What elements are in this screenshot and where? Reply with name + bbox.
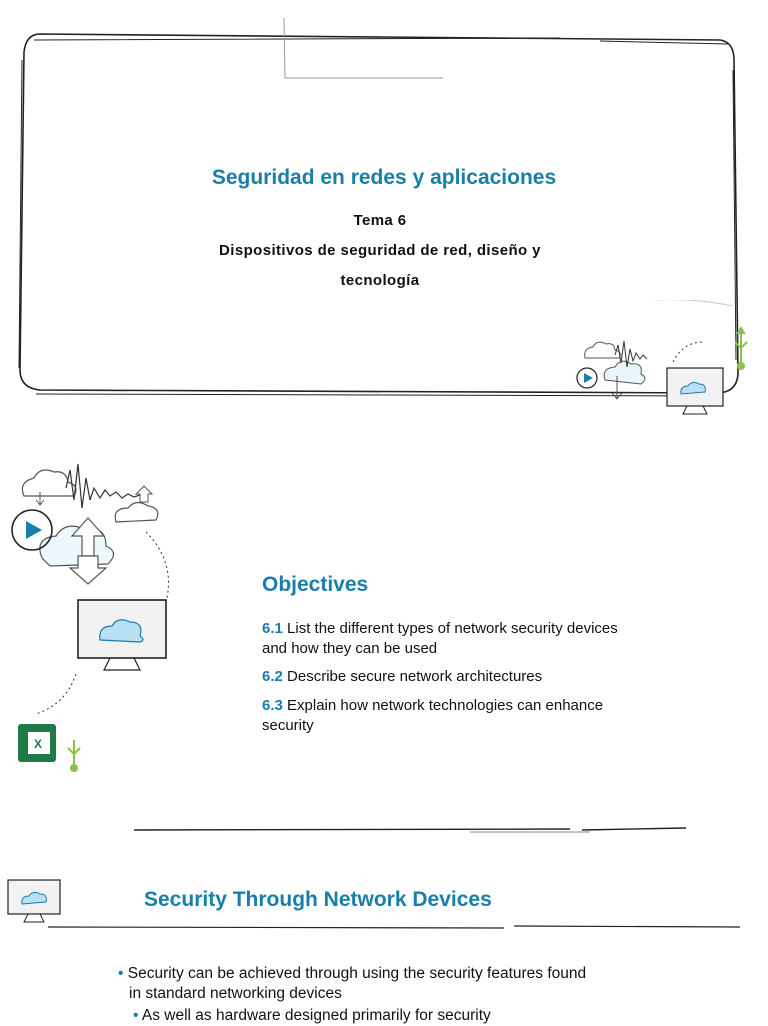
- sub-bullet-item: [133, 1006, 633, 1026]
- network-sketch-small: [565, 300, 765, 420]
- subtitle-line-2: tecnología: [340, 272, 420, 289]
- monitor-cloud-icon: [78, 600, 166, 670]
- objective-text: Describe secure network architectures: [287, 668, 543, 685]
- subtitle-line-1: Dispositivos de seguridad de red, diseño y: [219, 242, 541, 259]
- objective-number: 6.1: [262, 620, 283, 637]
- svg-text:X: X: [34, 737, 43, 751]
- section-heading: Security Through Network Devices: [144, 888, 492, 911]
- objective-item: [262, 696, 662, 736]
- bullet-dot: •: [133, 1007, 139, 1024]
- sound-wave-icon: [66, 464, 140, 508]
- bullet-item: [118, 964, 638, 1004]
- objective-item: [262, 619, 662, 659]
- bullet-text: As well as hardware designed primarily for security: [141, 1007, 491, 1024]
- objectives-heading: Objectives: [262, 573, 369, 596]
- excel-icon: [18, 724, 56, 762]
- objective-text: List the different types of network security devices: [287, 620, 618, 637]
- usb-icon: [735, 328, 747, 369]
- slide-divider: [130, 824, 690, 836]
- objective-text-cont: security: [262, 717, 314, 734]
- presentation-title: Seguridad en redes y aplicaciones: [211, 166, 557, 189]
- bullet-dot: •: [118, 965, 124, 982]
- objective-number: 6.3: [262, 697, 283, 714]
- bullet-text-cont: in standard networking devices: [129, 985, 342, 1002]
- objective-number: 6.2: [262, 668, 283, 685]
- topic-number: Tema 6: [353, 212, 407, 229]
- objective-text: Explain how network technologies can enhance: [287, 697, 604, 714]
- network-sketch-large: [6, 448, 186, 788]
- cloud-icon: [585, 342, 645, 384]
- objective-item: [262, 667, 662, 687]
- heading-underline: [44, 922, 744, 932]
- objective-text-cont: and how they can be used: [262, 640, 438, 657]
- monitor-cloud-icon: [6, 878, 62, 926]
- monitor-cloud-icon: [667, 368, 723, 414]
- usb-icon: [68, 740, 80, 771]
- bullet-text: Security can be achieved through using the security features found: [127, 965, 587, 982]
